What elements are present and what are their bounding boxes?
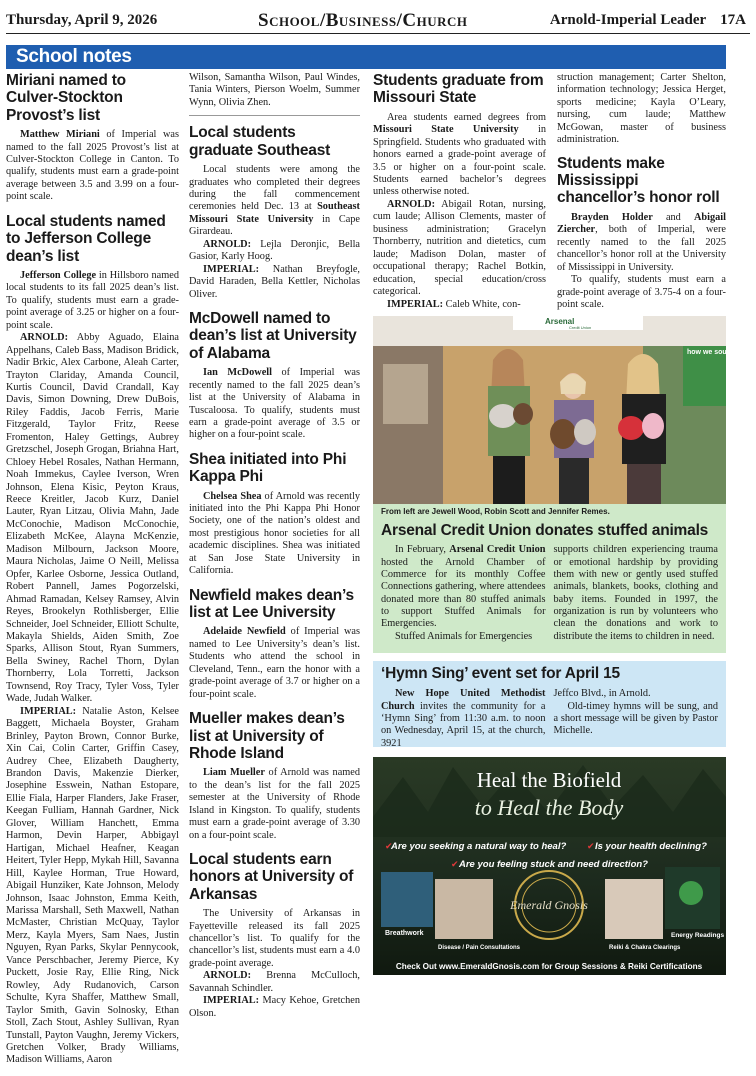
arsenal-body <box>381 544 718 643</box>
label: ARNOLD: <box>387 198 436 210</box>
credit-union-photo <box>373 316 736 504</box>
text: in Cape Girardeau. <box>189 213 360 238</box>
ad-question-2: Is your health declining? <box>595 841 707 852</box>
person-name: Ian McDowell <box>203 367 272 379</box>
paragraph: supports children experiencing trauma or emotional hardship by providing them with new or gently used stuffed animals, blankets, books, clothing and baby items. Founded in 1997, the organization is run by volunteers who clean the donations and work to distribute the items to children in need. <box>553 544 718 642</box>
divider <box>189 115 360 116</box>
breathwork-photo <box>381 872 433 927</box>
label: ARNOLD: <box>203 238 252 250</box>
column-2 <box>189 72 360 1029</box>
story-body-2: To qualify, students must earn a grade-point average of 3.75-4 on a four-point scale. <box>557 274 726 310</box>
person-name: Abigail Ziercher <box>557 211 727 236</box>
woman-3-pants <box>627 464 661 504</box>
names: Natalie Aston, Kelsee Baggett, Michaela Boyster, Graham Brinley, Payton Brown, Connor Burke, Xin Cai, Colin Carter, Griffin Casey, Audrey Chee, Elizabeth Daugherty, Brandon Davis, Makenzie Dierker, Josephine Esswein, Nathan Estopare, Ellie Fiala, Harper Flanders, Jake Fraser, Keegan Fulliam, Hannah Gardner, Nick Glover, William Hanchett, Emma Harmon, Devin Harper, Abbigayl Hartigan, Michael Heafner, Keagan Heitert, Tyler Hepp, Mykah Hill, Savanna Hill, Kaylee Horman, True Howard, Abigail Hunziker, Kate Johnson, Melody Johnson, Isaac Johnston, Emma Keith, Marissa Marshall, Seth Maxwell, Nathan McMaster, Christian McQuay, Taylor Merz, Kayla Myers, Sam Naes, Justin Nguyen, Ryan Parks, Skylar Pennycook, Vance Perschbacher, Jeremy Pierce, Ky Puckett, Josie Ray, Ellie Ring, Nick Rowley, Ady Rudanovich, Carson Schulte, Kyra Shaffer, Matthew Small, Taylor Smith, Gavin Solnosky, Ethan Stoll, Zach Stout, Ashley Sullivan, Ryan Tunstall, Payton Vaughn, Jeremy Vickers, Gretchen Volker, Brady Williams, Madison Williams, Aaron <box>6 705 179 1066</box>
story-mcdowell <box>189 310 360 442</box>
text: of Imperial was named to Lee University’s dean’s list. Students who attend the school in Cleveland, Tenn., earn the honor with a grade-point average of 3.7 or higher on a four-point scale. <box>189 626 360 700</box>
org-name: Southeast Missouri State University <box>189 201 360 225</box>
story-southeast <box>189 124 360 301</box>
text: of Arnold was named to the dean’s list for the fall 2025 semester at the University of Rhode Island in Kingston. To qualify, students must earn a grade-point average of 3.30 on a four-point scale. <box>189 767 360 841</box>
stuffed-animal-2 <box>513 403 533 425</box>
headline: McDowell named to dean’s list at University of Alabama <box>189 310 357 362</box>
reiki-photo <box>605 879 663 939</box>
sign-text: Arsenal <box>545 317 575 326</box>
photo-caption: From left are Jewell Wood, Robin Scott and Jennifer Remes. <box>373 504 726 518</box>
label: IMPERIAL: <box>20 705 77 717</box>
story-missouri-state <box>373 72 546 311</box>
org-name: Arsenal Credit Union <box>449 544 546 556</box>
label-reiki: Reiki & Chakra Clearings <box>609 945 681 951</box>
banner-text: how we sound <box>687 349 736 356</box>
ad-footer[interactable]: Check Out www.EmeraldGnosis.com for Group Sessions & Reiki Certifications <box>395 962 703 971</box>
wood-wall <box>443 346 643 504</box>
headline: Local students earn honors at University of Arkansas <box>189 850 354 903</box>
hymn-body <box>381 688 718 750</box>
names: Abigail Rotan, nursing, cum laude; Allison Clements, master of business administration; Gracelyn Thornberry, nutrition and dietetics, cum laude; Madison Dolan, master of occupational therapy; Rachel Botkin, education, special education/cross categorical. <box>373 198 546 298</box>
woman-2-pants <box>559 458 589 504</box>
column-3 <box>373 72 546 320</box>
story-body <box>189 367 360 442</box>
ad-question-3: Are you feeling stuck and need direction? <box>459 859 648 870</box>
headline: Miriani named to Culver-Stockton Provost’s list <box>6 72 126 124</box>
hymn-story-box <box>373 661 726 747</box>
check-icon: ✔ <box>451 860 459 870</box>
emerald-gem-icon <box>679 881 703 905</box>
story-newfield <box>189 587 360 701</box>
story-shea <box>189 451 360 578</box>
photo-illustration <box>373 316 736 504</box>
story-miriani <box>6 72 179 204</box>
masthead <box>6 8 750 34</box>
label: ARNOLD: <box>20 332 69 344</box>
label-breathwork: Breathwork <box>385 930 424 937</box>
imperial-list <box>189 995 360 1020</box>
paragraph <box>381 544 546 630</box>
text: Local students were among the graduates who completed their degrees during the fall commencement ceremonies held Dec. 13 at <box>189 164 360 213</box>
check-icon: ✔ <box>385 842 393 852</box>
story-arkansas <box>189 851 360 1020</box>
text: invites the community for a ‘Hymn Sing’ from 11:30 a.m. to noon on Wednesday, April 15, at the church, 3921 <box>381 700 546 749</box>
column-1 <box>6 72 179 1076</box>
headline: Local students graduate Southeast <box>189 124 331 159</box>
names: Macy Kehoe, Gretchen Olson. <box>189 995 360 1019</box>
ad-question-1: Are you seeking a natural way to heal? <box>391 841 567 852</box>
story-body <box>189 491 360 578</box>
consultation-photo <box>435 879 493 939</box>
continued-text: struction management; Carter Shelton, information technology; Jessica Herget, sports medicine; Kayla O’Leary, nursing, cum laude; Matthew McGowan, master of business administration. <box>557 72 726 146</box>
hymn-col-right <box>554 688 719 750</box>
check-icon: ✔ <box>587 842 595 852</box>
org-name: New Hope United Methodist Church <box>381 688 546 712</box>
label-consultations: Disease / Pain Consultations <box>438 945 521 951</box>
names: Nathan Breyfogle, David Haraden, Bella Kettler, Nicholas Oliver. <box>189 263 360 300</box>
story-body <box>189 164 360 239</box>
names: Abby Aguado, Elaina Appelhans, Caleb Bass, Madison Bridick, Nadir Brkic, Alex Carbone, Aleah Carter, Trayton Clariday, Amanda Council, Kurtis Council, David Crandall, Kay Davis, Simon Downing, Drew DuBois, Riley Faddis, Jacob Ferris, Marie Fitzgerald, Taylor Fritz, Reese Fromenton, Haley Gettings, Aubrey Gretzschel, Joseph Grogan, Briahna Hart, Chloey Hebel Rosales, Nathan Hermann, Noah Immekus, Caylee Iverson, Wren Johnson, Elena Kisic, Peyton Kraus, Reece Kreitler, Jacob Kurz, Daniel Lauter, Ryan Litzau, Olivia Mahn, Jade McConochie, Madison McConochie, Elizabeth McKee, Alayna McKenzie, Madison Milbourn, Jackson Moore, Maura Nicholas, Jaime O Neill, Melissa Opfer, Karlee Osborne, Jessica Outland, Robert Pannell, James Pogorzelski, Ahmad Ramadan, Kelsey Ramsey, Alvin Reyes, Brookelyn Rothlisberger, Ellie Schneider, Joel Schneider, Elliott Schulte, Makayla Shields, Aiden Smith, Zoe Sparks, Allison Stout, Ryan Summers, Bella Swiney, Rachel Thorn, Dylan Thornberry, Lola Torretti, Jackson Townsend, Roy Tracy, Tyler Voss, Tyler Wade, Judah Walker. <box>6 332 179 705</box>
column-4 <box>557 72 726 320</box>
person-name: Chelsea Shea <box>203 490 262 502</box>
text: of Arnold was recently initiated into the Phi Kappa Phi Honor Society, one of the nation’s oldest and most prestigious honor societies for all academic disciplines. Shea was initiated at San Jose State University in California. <box>189 490 360 577</box>
section-banner: School notes <box>6 45 726 69</box>
names: Lejla Deronjic, Bella Gasior, Karly Hoog. <box>189 238 360 263</box>
org-name: Missouri State University <box>373 124 519 136</box>
story-body <box>557 212 726 274</box>
paper-title: Arnold-Imperial Leader <box>549 12 707 28</box>
headline: Local students named to Jefferson College dean’s list <box>6 212 166 265</box>
story-body <box>373 112 546 199</box>
stuffed-animal-1 <box>489 404 517 428</box>
text: hosted the Arnold Chamber of Commerce for its monthly Coffee Connections gathering, where attendees donated more than 80 stuffed animals to support Stuffed Animals for Emergencies. <box>381 556 546 630</box>
stuffed-animal-6 <box>642 413 664 439</box>
arsenal-story-box <box>373 518 726 653</box>
label: IMPERIAL: <box>387 298 444 310</box>
text: In February, <box>395 544 450 556</box>
woman-1-pants <box>493 456 525 504</box>
text: Area students earned degrees from <box>387 111 546 123</box>
imperial-list <box>6 706 179 1067</box>
hymn-col-left <box>381 688 546 750</box>
ad-graphic <box>373 757 726 975</box>
text: in Hillsboro named local students to its fall 2025 dean’s list. To qualify, students must earn a grade-point average of 3.25 or higher on a four-point scale. <box>6 269 179 331</box>
brand-name: Emerald Gnosis <box>510 898 588 912</box>
story-body <box>189 626 360 701</box>
paragraph: Jeffco Blvd., in Arnold. <box>553 688 651 700</box>
headline: Shea initiated into Phi Kappa Phi <box>189 450 347 486</box>
ad-title: Heal the Biofield <box>476 768 622 792</box>
paragraph: Old-timey hymns will be sung, and a short message will be given by Pastor Michelle. <box>553 700 718 737</box>
person-name: Liam Mueller <box>203 767 265 779</box>
headline: Mueller makes dean’s list at University of Rhode Island <box>189 710 345 762</box>
story-jefferson <box>6 213 179 1067</box>
person-name: Matthew Miriani <box>20 129 100 141</box>
page-number: 17A <box>720 12 746 28</box>
label: ARNOLD: <box>203 970 252 982</box>
story-body <box>6 129 179 204</box>
org-name: Jefferson College <box>20 269 97 281</box>
stuffed-animal-4 <box>574 419 596 445</box>
names: Caleb White, con- <box>443 298 521 310</box>
imperial-list <box>373 299 546 311</box>
headline: Newfield makes dean’s list at Lee University <box>189 586 354 622</box>
paragraph: Stuffed Animals for Emergencies <box>395 630 533 642</box>
headline: ‘Hymn Sing’ event set for April 15 <box>381 665 620 682</box>
label-energy: Energy Readings <box>671 932 725 939</box>
person-name: Adelaide Newfield <box>203 626 286 638</box>
label: IMPERIAL: <box>203 263 260 275</box>
story-mississippi <box>557 155 726 312</box>
text: , both of Imperial, were recently named to the fall 2025 chancellor’s honor roll at the University of Mississippi in University. <box>557 224 726 273</box>
ad-script: to Heal the Body <box>474 795 624 820</box>
arsenal-col-right <box>554 544 719 643</box>
paper-name <box>550 12 746 29</box>
headline: Students make Mississippi chancellor’s honor roll <box>557 154 720 207</box>
issue-date: Thursday, April 9, 2026 <box>6 12 158 28</box>
story-body: The University of Arkansas in Fayetteville released its fall 2025 chancellor’s list. To qualify for the chancellor’s list, students must earn a 4.0 grade-point average. <box>189 908 360 969</box>
arnold-list <box>6 332 179 706</box>
arnold-list <box>189 239 360 264</box>
story-body <box>6 270 179 332</box>
text: of Imperial was recently named to the fall 2025 dean’s list at the University of Alabama in Tuscaloosa. To qualify, students must earn a grade-point average of 3.5 or higher on a four-point scale. <box>189 367 360 441</box>
continued-text: Wilson, Samantha Wilson, Paul Windes, Tania Winters, Pierson Woelm, Summer Wynn, Olivia Zhen. <box>189 72 360 108</box>
person-name: Brayden Holder <box>571 211 653 223</box>
emerald-gnosis-ad[interactable] <box>373 757 726 975</box>
label: IMPERIAL: <box>203 995 260 1007</box>
text: of Imperial was named to the fall 2025 Provost’s list at Culver-Stockton College in Canton. To qualify, students must earn a grade-point average between 3.5 and 3.99 on a four-point scale. <box>6 129 179 203</box>
story-mueller <box>189 710 360 842</box>
paragraph <box>381 688 546 750</box>
stuffed-animal-5 <box>618 416 644 440</box>
sign-subtext: Credit Union <box>569 325 592 330</box>
stuffed-animal-3 <box>550 419 576 449</box>
headline: Arsenal Credit Union donates stuffed animals <box>381 522 709 539</box>
window <box>383 364 428 424</box>
arnold-list <box>189 970 360 995</box>
imperial-list <box>189 264 360 301</box>
text: in Springfield. Students who graduated with honors earned a grade-point average of 3.5 or higher on a four-point scale. Students earned bachelor’s degrees unless otherwise noted. <box>373 124 546 198</box>
section-title: School/Business/Church <box>258 10 468 31</box>
headline: Students graduate from Missouri State <box>373 72 544 107</box>
names: Brenna McCulloch, Savannah Schindler. <box>189 970 360 994</box>
arsenal-col-left <box>381 544 546 643</box>
text: and <box>652 211 694 223</box>
story-body <box>189 767 360 842</box>
arnold-list <box>373 199 546 299</box>
